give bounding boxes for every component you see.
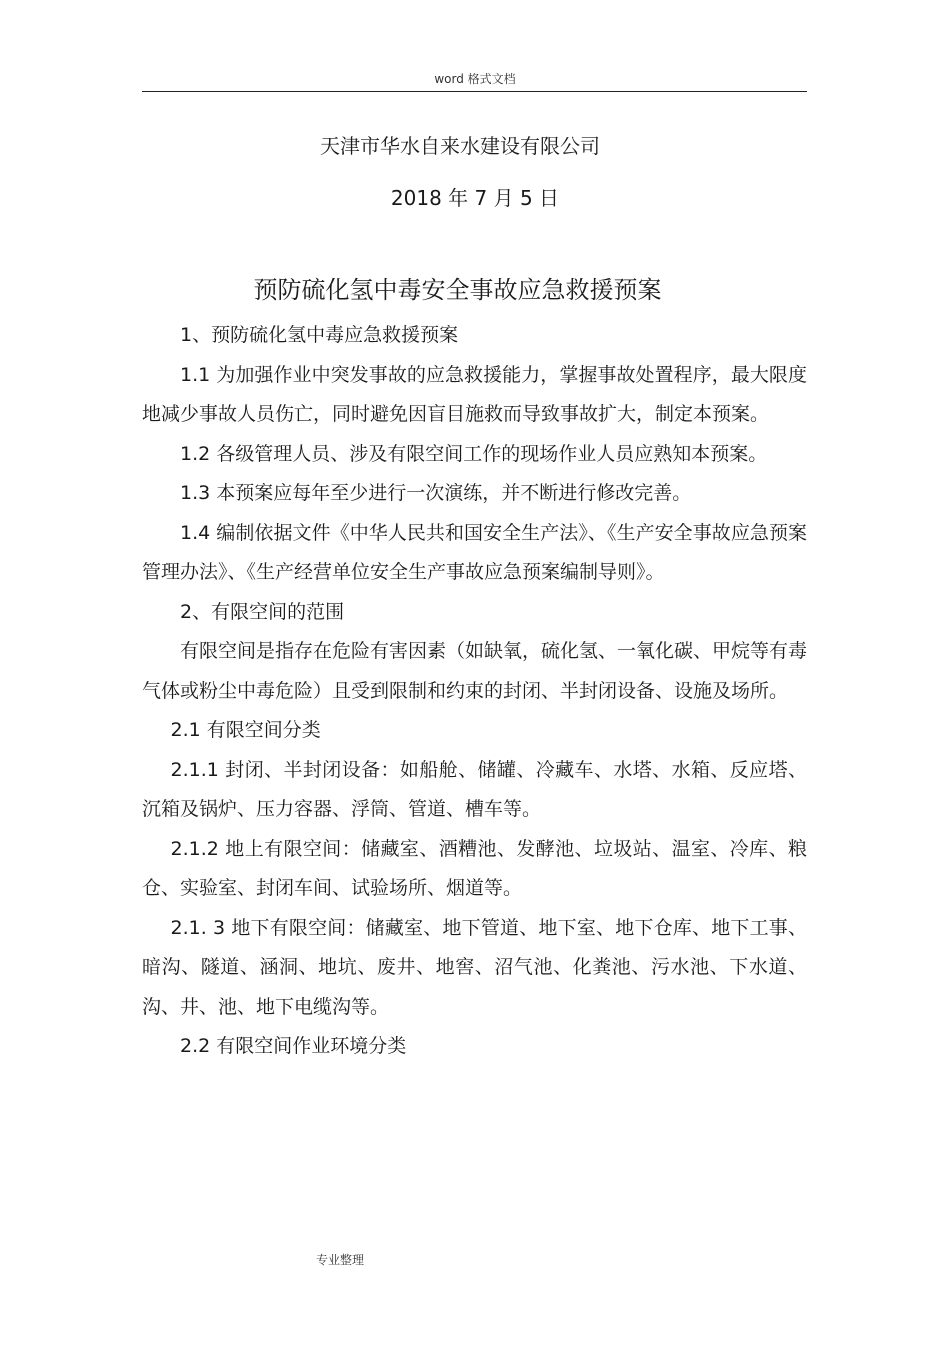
document-date: 2018 年 7 月 5 日 <box>390 186 560 210</box>
paragraph-1-1: 1.1 为加强作业中突发事故的应急救援能力，掌握事故处置程序，最大限度地减少事故人员伤亡，同时避免因盲目施救而导致事故扩大，制定本预案。 <box>142 363 807 425</box>
paragraph-2-1-1: 2.1.1 封闭、半封闭设备：如船舱、储罐、冷藏车、水塔、水箱、反应塔、沉箱及锅炉、压力容器、浮筒、管道、槽车等。 <box>142 758 807 820</box>
header-divider <box>142 91 807 92</box>
paragraph-2-1-3: 2.1. 3 地下有限空间：储藏室、地下管道、地下室、地下仓库、地下工事、暗沟、隧道、涵洞、地坑、废井、地窖、沼气池、化粪池、污水池、下水道、沟、井、池、地下电缆沟等。 <box>142 916 807 1018</box>
section-heading-1: 1、预防硫化氢中毒应急救援预案 <box>180 324 459 346</box>
page-header-label: word 格式文档 <box>434 72 516 86</box>
subsection-heading-2-1: 2.1 有限空间分类 <box>170 719 321 741</box>
page-footer-label: 专业整理 <box>315 1253 364 1267</box>
paragraph-1-3: 1.3 本预案应每年至少进行一次演练，并不断进行修改完善。 <box>180 482 692 504</box>
section-heading-2: 2、有限空间的范围 <box>180 600 345 623</box>
paragraph-2-1-2: 2.1.2 地上有限空间：储藏室、酒糟池、发酵池、垃圾站、温室、冷库、粮仓、实验室、封闭车间、试验场所、烟道等。 <box>142 837 807 899</box>
company-name: 天津市华水自来水建设有限公司 <box>320 134 600 158</box>
paragraph-2-definition: 有限空间是指存在危险有害因素（如缺氧，硫化氢、一氧化碳、甲烷等有毒气体或粉尘中毒危险）且受到限制和约束的封闭、半封闭设备、设施及场所。 <box>142 640 808 702</box>
subsection-heading-2-2: 2.2 有限空间作业环境分类 <box>180 1035 407 1057</box>
paragraph-1-4: 1.4 编制依据文件《中华人民共和国安全生产法》、《生产安全事故应急预案管理办法》、《生产经营单位安全生产事故应急预案编制导则》。 <box>142 521 807 583</box>
document-body <box>142 316 807 1067</box>
paragraph-1-2: 1.2 各级管理人员、涉及有限空间工作的现场作业人员应熟知本预案。 <box>180 442 768 465</box>
document-title: 预防硫化氢中毒安全事故应急救援预案 <box>253 276 662 304</box>
